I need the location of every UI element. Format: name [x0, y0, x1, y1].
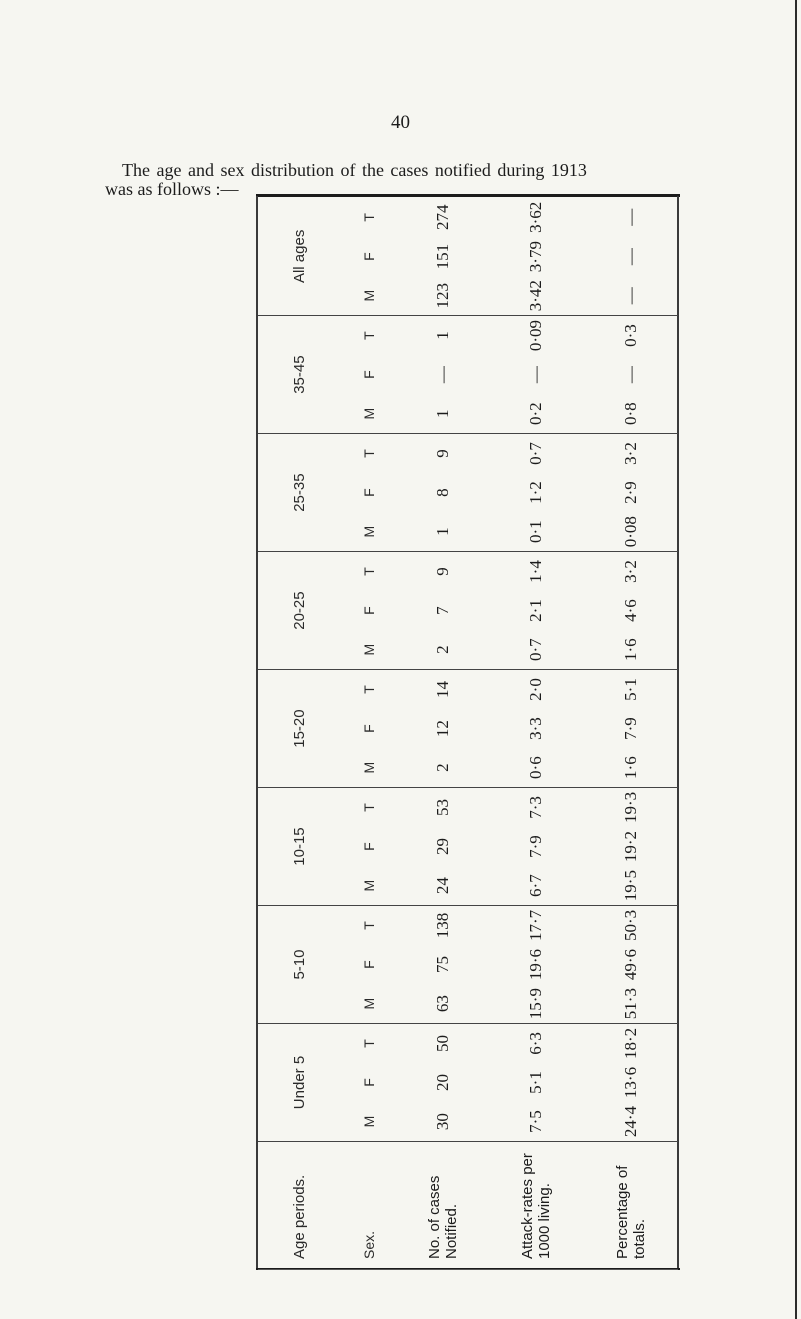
percentage-value: 0·08: [584, 512, 678, 551]
attack-rate-value: 19·6: [526, 948, 545, 981]
cases-notified-value: 9: [433, 567, 452, 576]
percentage-value: 7·9: [621, 717, 640, 740]
percentage-value: 1·6: [584, 748, 678, 787]
percentage-value: 50·3: [621, 909, 640, 942]
rotated-table-wrapper: [258, 198, 678, 1270]
cases-notified-value: 2: [398, 748, 488, 787]
percentage-value: 1·6: [584, 630, 678, 669]
sex-label: M: [340, 1102, 398, 1141]
cases-notified-value: 29: [433, 838, 452, 856]
cases-notified-value: 75: [433, 956, 452, 974]
sex-label: M: [340, 276, 398, 315]
attack-rate-value: 0·1: [488, 512, 584, 551]
cases-notified-value: 53: [433, 798, 452, 816]
attack-rate-value: 15·9: [488, 984, 584, 1023]
sex-label: M: [340, 394, 398, 433]
age-group-label: Under 5: [258, 1024, 340, 1142]
sex-label: F: [361, 252, 377, 261]
age-periods-header: Age periods.: [258, 1142, 340, 1270]
percentage-value: 19·2: [621, 830, 640, 863]
attack-rate-value: 0·6: [488, 748, 584, 787]
cases-notified-value: 14: [433, 680, 452, 698]
intro-line-1: The age and sex distribution of the cases notified during 1913: [122, 160, 587, 180]
table-top-rule: [256, 194, 680, 197]
attack-rate-value: 7·5: [488, 1102, 584, 1141]
attack-rate-value: 17·7: [526, 909, 545, 942]
sex-label: T: [361, 213, 377, 222]
percentage-value: —: [584, 276, 678, 315]
attack-rate-value: 0·7: [488, 630, 584, 669]
distribution-table-frame: [258, 198, 678, 1270]
attack-rate-value: 1·2: [526, 481, 545, 504]
cases-notified-value: 8: [433, 488, 452, 497]
sex-label: T: [361, 567, 377, 576]
percentage-value: 0·3: [621, 324, 640, 347]
attack-rates-header: Attack-rates per 1000 living.: [488, 1142, 584, 1270]
sex-label: T: [361, 331, 377, 340]
percentage-value: —: [621, 248, 640, 266]
cases-notified-value: 123: [398, 276, 488, 315]
sex-label: T: [361, 449, 377, 458]
page-number: 40: [391, 112, 410, 133]
sex-label: T: [361, 685, 377, 694]
sex-label: F: [361, 606, 377, 615]
intro-line-2: was as follows :—: [105, 179, 239, 199]
percentage-value: 19·3: [621, 791, 640, 824]
age-group-label: All ages: [258, 198, 340, 316]
age-group-label: 25-35: [258, 434, 340, 552]
attack-rate-value: 0·09: [526, 319, 545, 352]
sex-label: F: [361, 370, 377, 379]
percentage-value: 18·2: [621, 1027, 640, 1060]
percentage-value: —: [621, 366, 640, 384]
cases-notified-value: 7: [433, 606, 452, 615]
attack-rate-value: 1·4: [526, 560, 545, 583]
percentage-value: 4·6: [621, 599, 640, 622]
cases-notified-value: 138: [433, 912, 452, 939]
sex-label: T: [361, 921, 377, 930]
age-group-label: 10-15: [258, 788, 340, 906]
attack-rate-value: 2·1: [526, 599, 545, 622]
sex-label: F: [361, 724, 377, 733]
attack-rate-value: —: [526, 366, 545, 384]
attack-rate-value: 3·42: [488, 276, 584, 315]
percentage-value: 3·2: [621, 442, 640, 465]
cases-notified-value: 30: [398, 1102, 488, 1141]
attack-rate-value: 0·2: [488, 394, 584, 433]
cases-notified-value: —: [433, 366, 452, 384]
attack-rate-value: 3·62: [526, 201, 545, 233]
percentage-value: 0·8: [584, 394, 678, 433]
percentage-value: 19·5: [584, 866, 678, 905]
cases-notified-value: 24: [398, 866, 488, 905]
age-group-label: 35-45: [258, 316, 340, 434]
percentage-value: 5·1: [621, 678, 640, 701]
attack-rate-value: 3·3: [526, 717, 545, 740]
percentage-header: Percentage of totals.: [584, 1142, 678, 1270]
attack-rate-value: 3·79: [526, 241, 545, 273]
percentage-value: 49·6: [621, 948, 640, 981]
percentage-value: 2·9: [621, 481, 640, 504]
cases-notified-value: 1: [398, 512, 488, 551]
sex-label: T: [361, 1039, 377, 1048]
sex-label: M: [340, 512, 398, 551]
cases-notified-header: No. of cases Notified.: [398, 1142, 488, 1270]
attack-rate-value: 2·0: [526, 678, 545, 701]
percentage-row: [584, 198, 678, 1270]
page-edge-rule: [795, 0, 797, 1319]
cases-notified-value: 9: [433, 449, 452, 458]
cases-notified-value: 274: [433, 204, 452, 231]
cases-notified-row: [398, 198, 488, 1270]
sex-header: Sex.: [340, 1142, 398, 1270]
sex-label: M: [340, 630, 398, 669]
age-group-label: 15-20: [258, 670, 340, 788]
sex-label: M: [340, 748, 398, 787]
percentage-value: —: [621, 208, 640, 226]
percentage-value: 3·2: [621, 560, 640, 583]
attack-rate-value: 7·9: [526, 835, 545, 858]
sex-label: M: [340, 866, 398, 905]
attack-rate-value: 5·1: [526, 1071, 545, 1094]
sex-label: T: [361, 803, 377, 812]
attack-rate-value: 0·7: [526, 442, 545, 465]
age-group-label: 5-10: [258, 906, 340, 1024]
sex-label: F: [361, 1078, 377, 1087]
attack-rate-value: 6·7: [488, 866, 584, 905]
sex-row: [340, 198, 398, 1270]
sex-label: F: [361, 842, 377, 851]
percentage-value: 13·6: [621, 1066, 640, 1099]
attack-rate-value: 7·3: [526, 796, 545, 819]
cases-notified-value: 12: [433, 720, 452, 738]
sex-label: F: [361, 488, 377, 497]
cases-notified-value: 1: [433, 331, 452, 340]
percentage-value: 51·3: [584, 984, 678, 1023]
cases-notified-value: 2: [398, 630, 488, 669]
age-periods-row: [258, 198, 340, 1270]
attack-rate-value: 6·3: [526, 1032, 545, 1055]
cases-notified-value: 151: [433, 243, 452, 270]
cases-notified-value: 20: [433, 1074, 452, 1092]
cases-notified-value: 50: [433, 1034, 452, 1052]
cases-notified-value: 1: [398, 394, 488, 433]
sex-label: M: [340, 984, 398, 1023]
cases-notified-value: 63: [398, 984, 488, 1023]
sex-label: F: [361, 960, 377, 969]
age-group-label: 20-25: [258, 552, 340, 670]
attack-rates-row: [488, 198, 584, 1270]
age-sex-distribution-table: [258, 198, 678, 1270]
percentage-value: 24·4: [584, 1102, 678, 1141]
